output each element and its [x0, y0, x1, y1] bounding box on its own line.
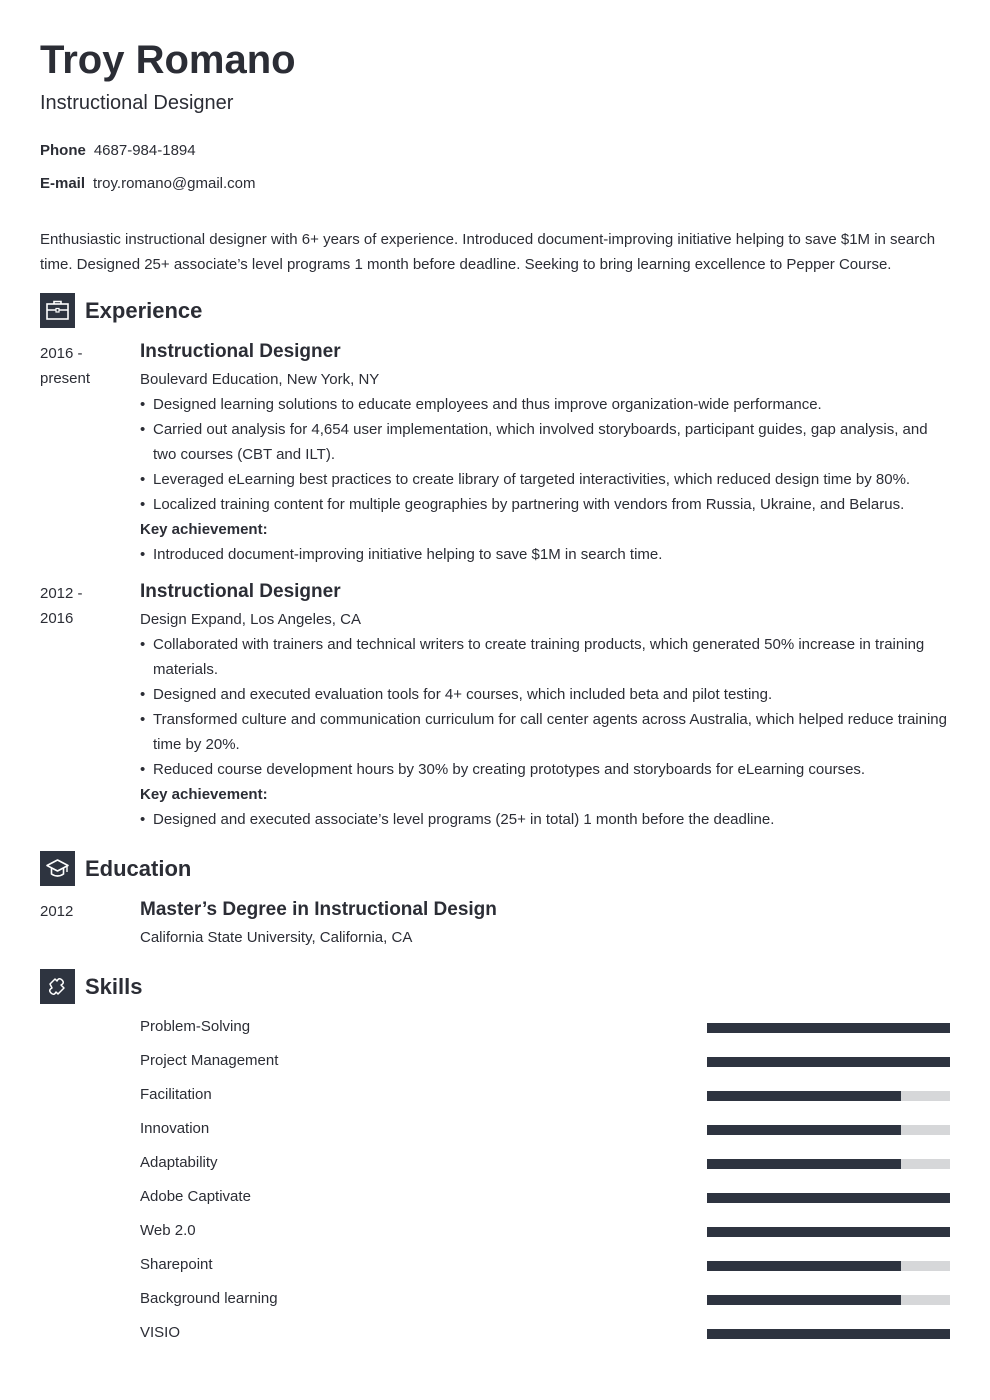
key-achievement-bullet: • Introduced document-improving initiative helping to save $1M in search time. — [140, 542, 950, 567]
skill-level-bar — [707, 1023, 950, 1033]
job-bullet: • Reduced course development hours by 30% by creating prototypes and storyboards for eLearning courses. — [140, 757, 950, 782]
skill-level-bar — [707, 1125, 950, 1135]
skill-row — [140, 1255, 950, 1289]
job-dates — [40, 341, 130, 391]
skill-level-fill — [707, 1193, 950, 1203]
skill-level-bar — [707, 1091, 950, 1101]
skill-name: Web 2.0 — [140, 1222, 196, 1239]
skill-row — [140, 1187, 950, 1221]
job-body — [140, 581, 950, 832]
candidate-title: Instructional Designer — [40, 92, 234, 114]
puzzle-icon — [40, 969, 75, 1004]
job-date-start: 2016 - — [40, 345, 83, 362]
skill-name: Facilitation — [140, 1086, 212, 1103]
skill-level-bar — [707, 1193, 950, 1203]
skill-row — [140, 1051, 950, 1085]
job-date-end: present — [40, 370, 91, 387]
phone-row — [40, 141, 196, 161]
job-bullet: • Designed learning solutions to educate employees and thus improve organization-wide performance. — [140, 392, 950, 417]
education-heading: Education — [85, 855, 192, 881]
graduation-cap-icon — [40, 851, 75, 886]
email-value: troy.romano@gmail.com — [93, 175, 256, 192]
email-row — [40, 174, 256, 194]
skill-row — [140, 1323, 950, 1357]
skill-level-fill — [707, 1295, 901, 1305]
skill-row — [140, 1017, 950, 1051]
skill-level-bar — [707, 1227, 950, 1237]
job-company: Design Expand, Los Angeles, CA — [140, 611, 361, 628]
job-date-start: 2012 - — [40, 585, 83, 602]
skill-name: Background learning — [140, 1290, 278, 1307]
skill-level-fill — [707, 1329, 950, 1339]
experience-heading: Experience — [85, 297, 203, 323]
key-achievement-bullets — [140, 542, 950, 567]
job-bullet: • Localized training content for multiple geographies by partnering with vendors from Russia, Ukraine, and Belarus. — [140, 492, 950, 517]
job-company: Boulevard Education, New York, NY — [140, 371, 380, 388]
skill-level-bar — [707, 1261, 950, 1271]
skill-level-fill — [707, 1023, 950, 1033]
skill-level-fill — [707, 1159, 901, 1169]
skill-name: Problem-Solving — [140, 1018, 251, 1035]
degree-title: Master’s Degree in Instructional Design — [140, 899, 497, 920]
skill-row — [140, 1221, 950, 1255]
briefcase-icon — [40, 293, 75, 328]
education-section-header — [40, 851, 191, 886]
skill-level-fill — [707, 1261, 901, 1271]
key-achievement-label: Key achievement: — [140, 521, 268, 538]
skill-row — [140, 1289, 950, 1323]
skill-name: Sharepoint — [140, 1256, 213, 1273]
experience-section-header — [40, 293, 202, 328]
job-bullet: • Transformed culture and communication curriculum for call center agents across Australia, which helped reduce training time by 20%. — [140, 707, 950, 757]
phone-label: Phone — [40, 142, 86, 159]
skill-name: Project Management — [140, 1052, 279, 1069]
email-label: E-mail — [40, 175, 86, 192]
job-title: Instructional Designer — [140, 581, 341, 602]
skill-name: Adobe Captivate — [140, 1188, 251, 1205]
summary-paragraph: Enthusiastic instructional designer with 6+ years of experience. Introduced document-improving initiative helping to save $1M in search time. Designed 25+ associate’s level programs 1 month before deadline. Seeking to bring learning excellence to Pepper Course. — [40, 231, 936, 273]
skill-row — [140, 1119, 950, 1153]
job-bullet: • Collaborated with trainers and technical writers to create training products, which generated 50% increase in training materials. — [140, 632, 950, 682]
key-achievement-bullets — [140, 807, 950, 832]
skill-level-bar — [707, 1295, 950, 1305]
skill-level-fill — [707, 1227, 950, 1237]
key-achievement-label: Key achievement: — [140, 786, 268, 803]
key-achievement-bullet: • Designed and executed associate’s level programs (25+ in total) 1 month before the deadline. — [140, 807, 950, 832]
skill-name: Innovation — [140, 1120, 210, 1137]
skill-level-fill — [707, 1091, 901, 1101]
job-bullets — [140, 392, 950, 517]
job-title: Instructional Designer — [140, 341, 341, 362]
skill-level-bar — [707, 1159, 950, 1169]
skill-name: Adaptability — [140, 1154, 218, 1171]
skill-name: VISIO — [140, 1324, 181, 1341]
skill-level-bar — [707, 1329, 950, 1339]
skills-heading: Skills — [85, 973, 143, 999]
skill-row — [140, 1153, 950, 1187]
job-bullet: • Carried out analysis for 4,654 user implementation, which involved storyboards, participant guides, gap analysis, and two courses (CBT and ILT). — [140, 417, 950, 467]
candidate-name: Troy Romano — [40, 38, 296, 82]
school-name: California State University, California, CA — [140, 929, 413, 946]
job-dates — [40, 581, 130, 631]
skill-level-bar — [707, 1057, 950, 1067]
skill-row — [140, 1085, 950, 1119]
job-bullet: • Designed and executed evaluation tools for 4+ courses, which included beta and pilot testing. — [140, 682, 950, 707]
skill-level-fill — [707, 1125, 901, 1135]
education-body — [140, 899, 950, 950]
phone-value: 4687-984-1894 — [93, 142, 196, 159]
job-body — [140, 341, 950, 567]
job-bullet: • Leveraged eLearning best practices to create library of targeted interactivities, which reduced design time by 80%. — [140, 467, 950, 492]
job-bullets — [140, 632, 950, 782]
skill-level-fill — [707, 1057, 950, 1067]
education-year: 2012 — [40, 903, 74, 920]
job-date-end: 2016 — [40, 610, 74, 627]
skills-section-header — [40, 969, 142, 1004]
